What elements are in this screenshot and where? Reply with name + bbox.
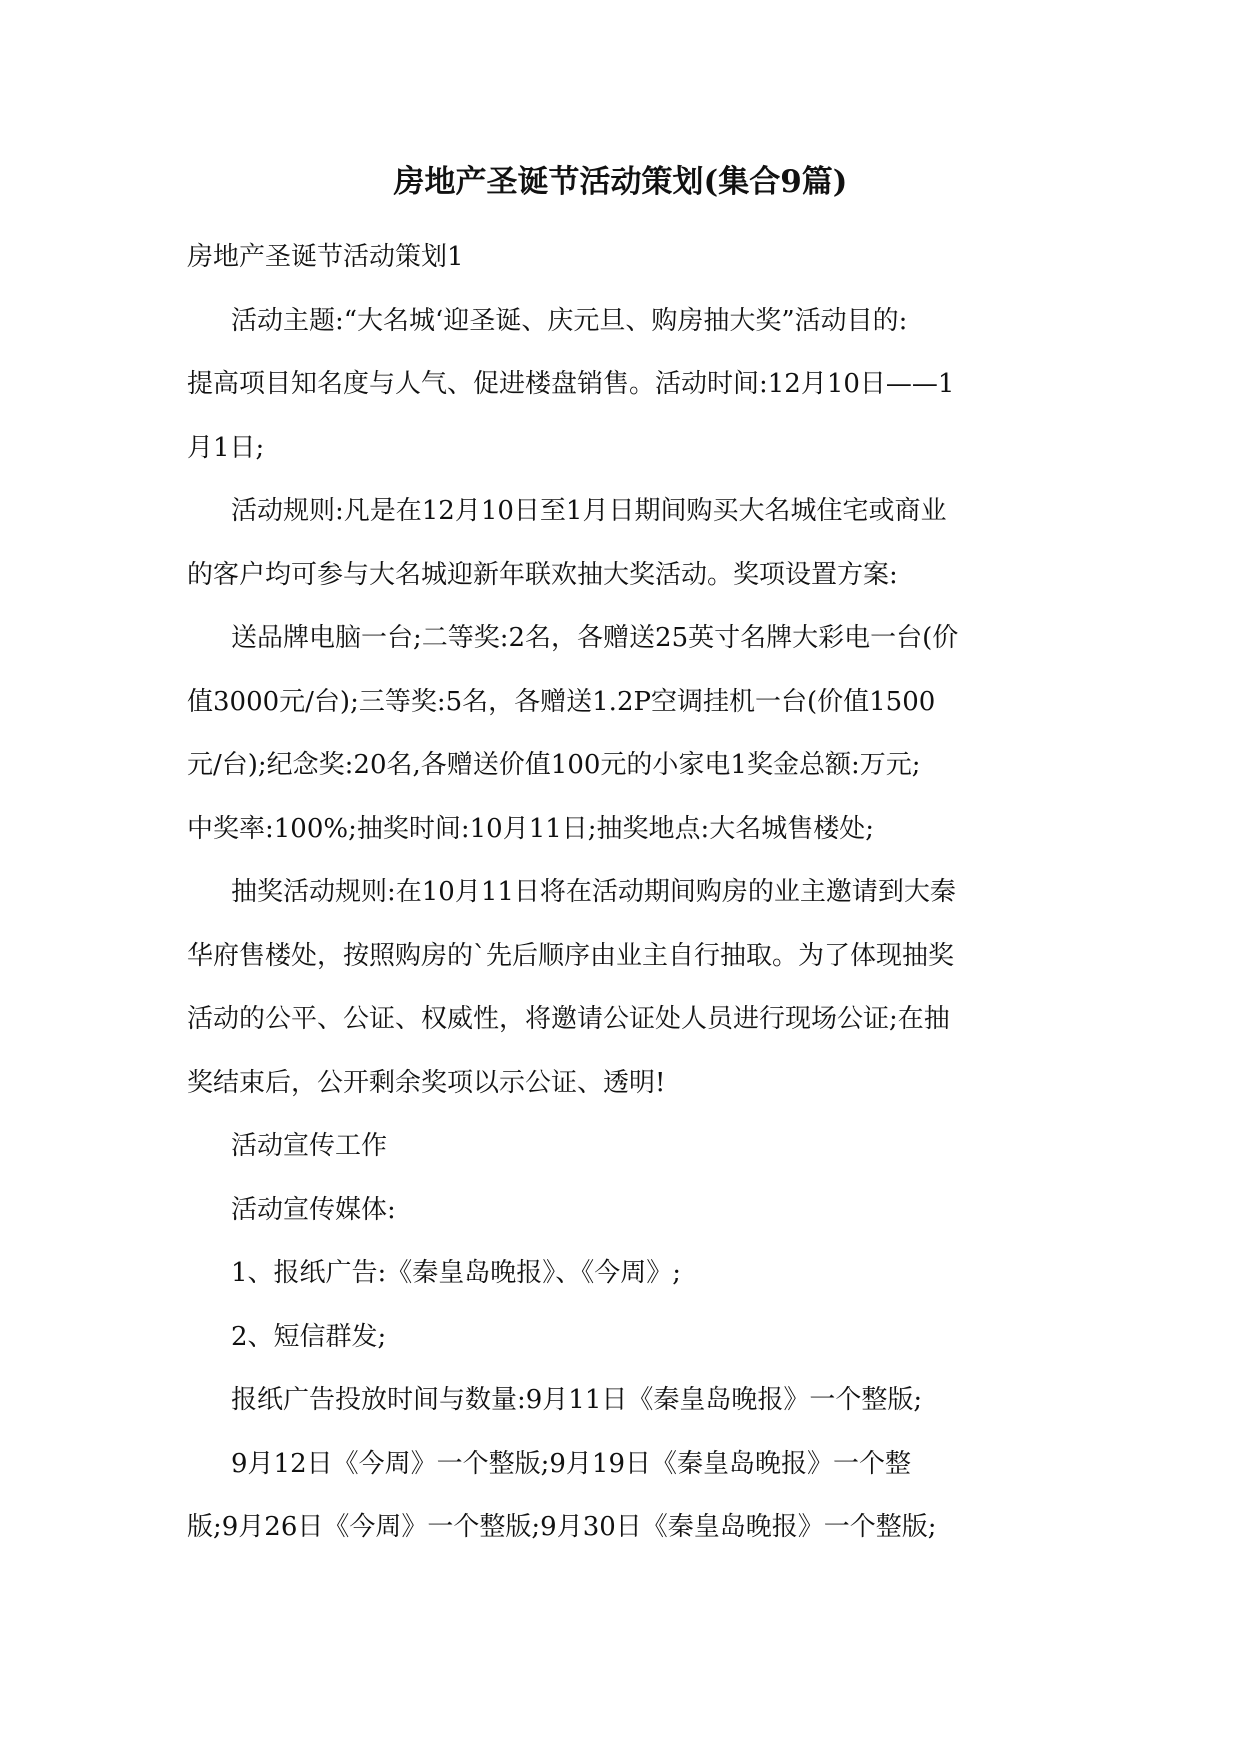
body-line: 奖结束后，公开剩余奖项以示公证、透明! bbox=[187, 1067, 666, 1098]
body-line: 抽奖活动规则:在10月11日将在活动期间购房的业主邀请到大秦 bbox=[231, 877, 956, 907]
body-line: 活动的公平、公证、权威性，将邀请公证处人员进行现场公证;在抽 bbox=[187, 1004, 950, 1034]
body-line: 的客户均可参与大名城迎新年联欢抽大奖活动。奖项设置方案: bbox=[187, 559, 898, 590]
body-line: 活动宣传媒体: bbox=[231, 1194, 396, 1225]
body-line: 版;9月26日《今周》一个整版;9月30日《秦皇岛晚报》一个整版; bbox=[187, 1512, 937, 1542]
body-line: 活动宣传工作 bbox=[231, 1131, 388, 1161]
body-line: 2、短信群发; bbox=[231, 1321, 387, 1352]
body-line: 报纸广告投放时间与数量:9月11日《秦皇岛晚报》一个整版; bbox=[231, 1385, 923, 1415]
body-line: 元/台);纪念奖:20名,各赠送价值100元的小家电1奖金总额:万元; bbox=[187, 750, 921, 780]
body-line: 月1日; bbox=[187, 432, 265, 463]
body-line: 活动规则:凡是在12月10日至1月日期间购买大名城住宅或商业 bbox=[231, 496, 947, 526]
document-title: 房地产圣诞节活动策划(集合9篇) bbox=[393, 164, 848, 200]
body-line: 送品牌电脑一台;二等奖:2名，各赠送25英寸名牌大彩电一台(价 bbox=[231, 623, 959, 653]
body-line: 1、报纸广告:《秦皇岛晚报》、《今周》; bbox=[231, 1258, 682, 1288]
body-line: 房地产圣诞节活动策划1 bbox=[187, 242, 464, 272]
body-line: 提高项目知名度与人气、促进楼盘销售。活动时间:12月10日——1 bbox=[187, 369, 955, 399]
document-body bbox=[187, 226, 1067, 1560]
body-line: 中奖率:100%;抽奖时间:10月11日;抽奖地点:大名城售楼处; bbox=[187, 813, 875, 844]
body-line: 值3000元/台);三等奖:5名，各赠送1.2P空调挂机一台(价值1500 bbox=[187, 686, 936, 717]
body-line: 华府售楼处，按照购房的`先后顺序由业主自行抽取。为了体现抽奖 bbox=[187, 940, 955, 971]
body-line: 活动主题:“大名城‘迎圣诞、庆元旦、购房抽大奖”活动目的: bbox=[231, 305, 908, 336]
body-line: 9月12日《今周》一个整版;9月19日《秦皇岛晚报》一个整 bbox=[231, 1448, 912, 1479]
